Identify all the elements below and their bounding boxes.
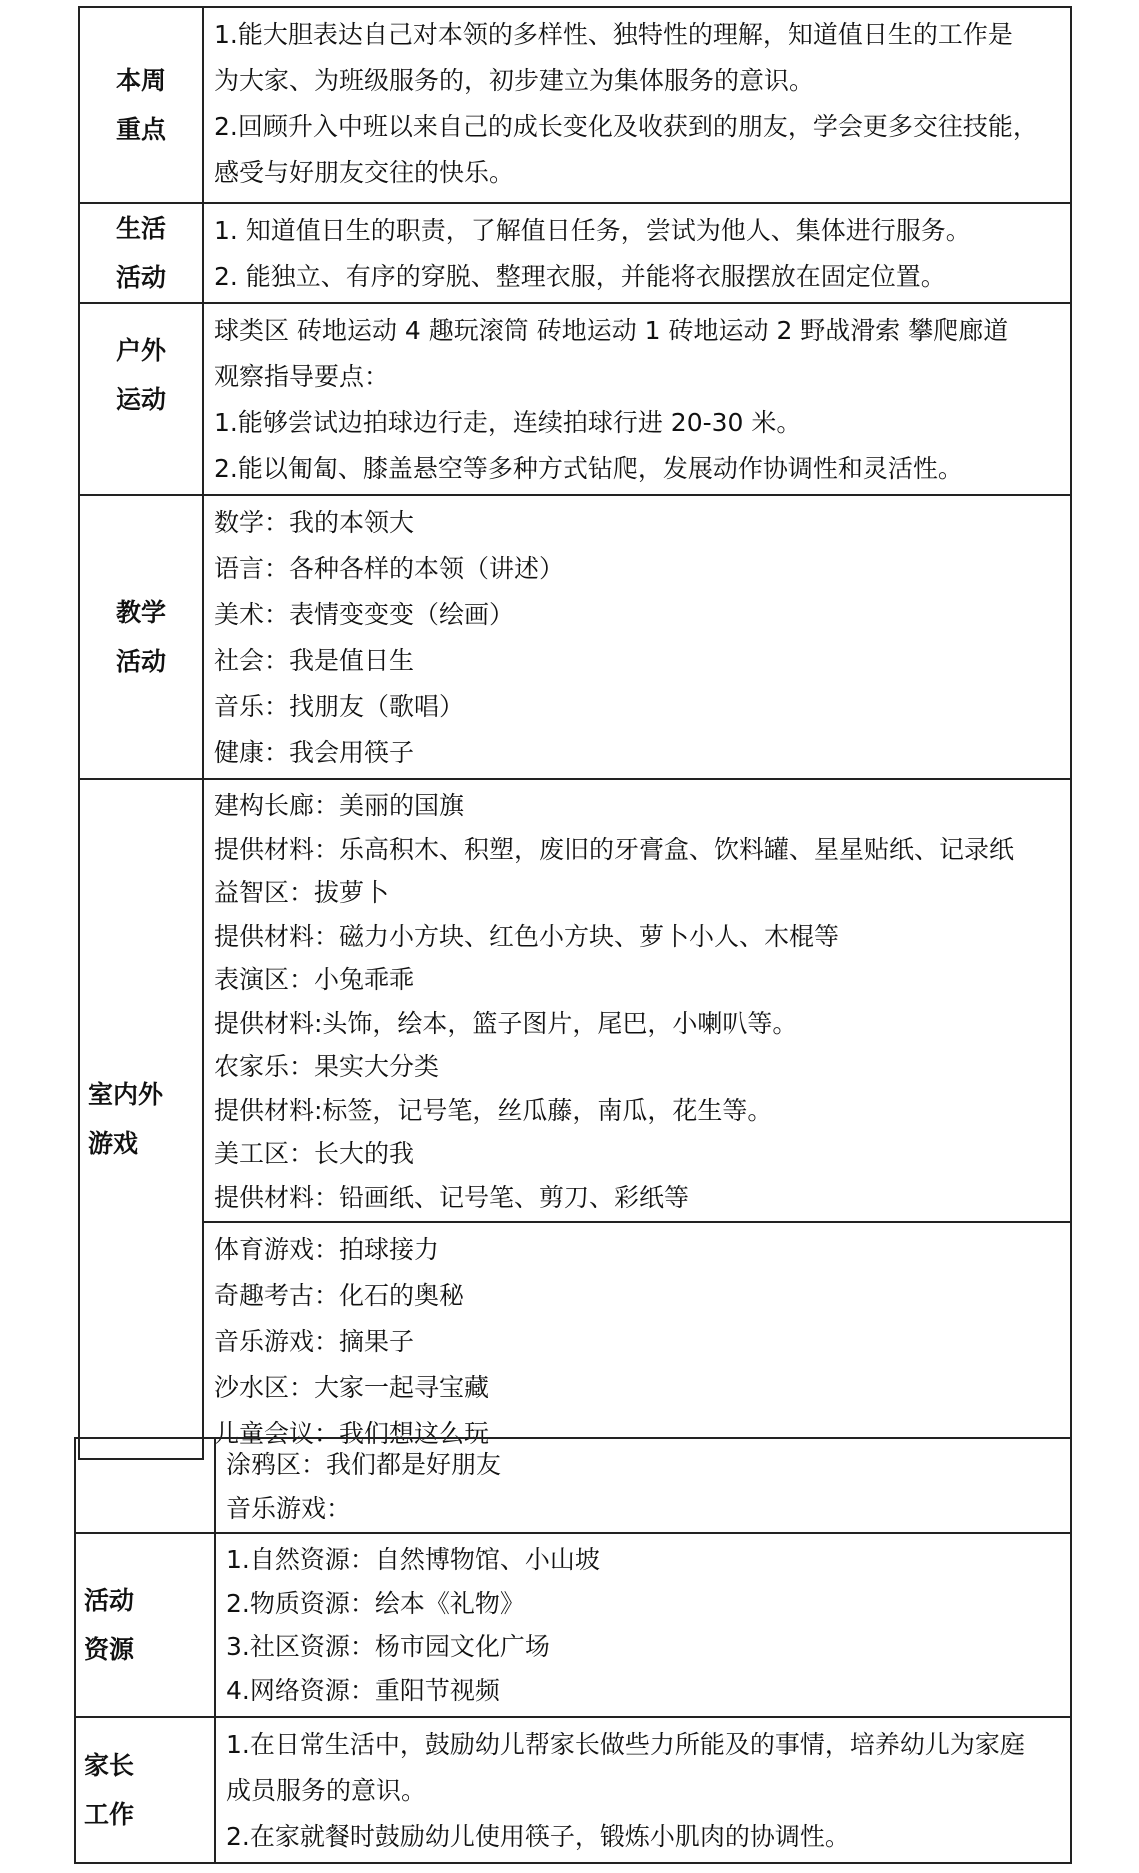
table-row: [75, 1717, 1071, 1863]
row-content-weekly-focus: 1.能大胆表达自己对本领的多样性、独特性的理解，知道值日生的工作是 为大家、为班级服务的，初步建立为集体服务的意识。 2.回顾升入中班以来自己的成长变化及收获到的朋友，学会更多交往技能， 感受与好朋友交往的快乐。: [203, 7, 1071, 203]
table-row: [75, 1533, 1071, 1717]
weekly-plan-table-page1: [78, 6, 1072, 1460]
row-content-resources: 1.自然资源：自然博物馆、小山坡 2.物质资源：绘本《礼物》 3.社区资源：杨市园文化广场 4.网络资源：重阳节视频: [215, 1533, 1071, 1717]
row-content-games-continued: 涂鸦区：我们都是好朋友 音乐游戏：: [215, 1438, 1071, 1533]
row-label-weekly-focus: 本周 重点: [79, 7, 203, 203]
row-content-daily-life: 1. 知道值日生的职责，了解值日任务，尝试为他人、集体进行服务。 2. 能独立、有序的穿脱、整理衣服，并能将衣服摆放在固定位置。: [203, 203, 1071, 303]
table-row: [79, 203, 1071, 303]
row-content-parent-work: 1.在日常生活中，鼓励幼儿帮家长做些力所能及的事情，培养幼儿为家庭 成员服务的意识。 2.在家就餐时鼓励幼儿使用筷子，锻炼小肌肉的协调性。: [215, 1717, 1071, 1863]
table-row: [79, 303, 1071, 495]
row-label-outdoor-sports: 户外 运动: [79, 303, 203, 495]
weekly-plan-table-page2: [74, 1437, 1072, 1864]
row-label-continued: [75, 1438, 215, 1533]
table-row: [79, 1222, 1071, 1459]
table-row: [79, 495, 1071, 779]
row-label-games: 室内外 游戏: [79, 779, 203, 1459]
row-content-outdoor-sports: 球类区 砖地运动 4 趣玩滚筒 砖地运动 1 砖地运动 2 野战滑索 攀爬廊道 观察指导要点： 1.能够尝试边拍球边行走，连续拍球行进 20-30 米。 2.能以匍匐、膝盖悬空等多种方式钻爬，发展动作协调性和灵活性。: [203, 303, 1071, 495]
row-content-games-activities: 体育游戏：拍球接力 奇趣考古：化石的奥秘 音乐游戏：摘果子 沙水区：大家一起寻宝藏 儿童会议：我们想这么玩: [203, 1222, 1071, 1459]
table-row: [75, 1438, 1071, 1533]
row-content-teaching: 数学：我的本领大 语言：各种各样的本领（讲述） 美术：表情变变变（绘画） 社会：我是值日生 音乐：找朋友（歌唱） 健康：我会用筷子: [203, 495, 1071, 779]
row-label-resources: 活动 资源: [75, 1533, 215, 1717]
row-label-parent-work: 家长 工作: [75, 1717, 215, 1863]
table-row: [79, 7, 1071, 203]
row-label-teaching: 教学 活动: [79, 495, 203, 779]
row-label-daily-life: 生活 活动: [79, 203, 203, 303]
row-content-games-areas: 建构长廊：美丽的国旗 提供材料：乐高积木、积塑，废旧的牙膏盒、饮料罐、星星贴纸、记录纸 益智区：拔萝卜 提供材料：磁力小方块、红色小方块、萝卜小人、木棍等 表演区：小兔乖乖 提供材料:头饰，绘本，篮子图片，尾巴，小喇叭等。 农家乐：果实大分类 提供材料:标签，记号笔，丝瓜藤，南瓜，花生等。 美工区：长大的我 提供材料：铅画纸、记号笔、剪刀、彩纸等: [203, 779, 1071, 1222]
table-row: [79, 779, 1071, 1222]
